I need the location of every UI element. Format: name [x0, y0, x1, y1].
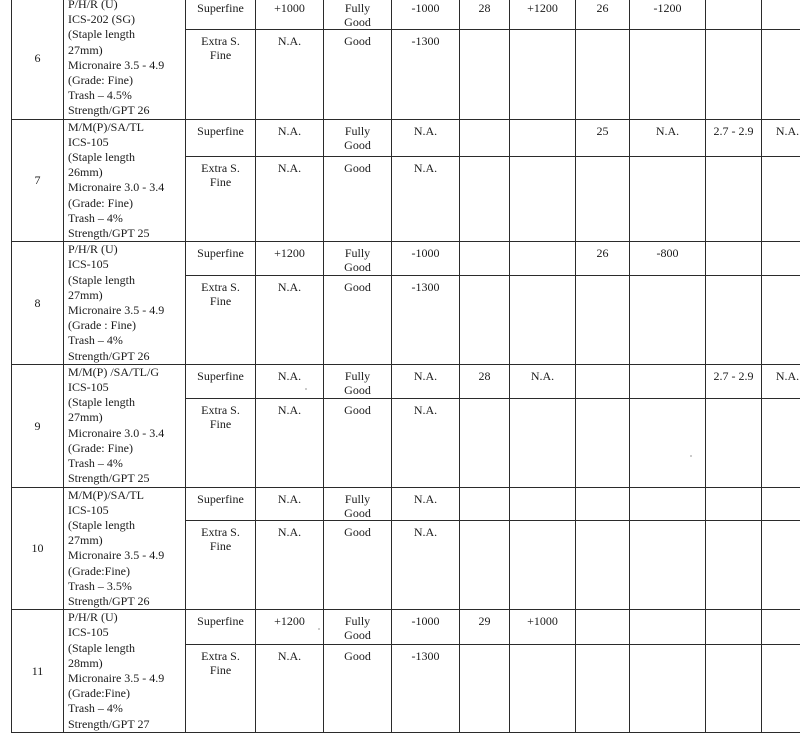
cell-line: M/M(P)/SA/TL: [68, 120, 185, 135]
cell-line: (Grade: Fine): [68, 73, 185, 88]
cell-line: 27mm): [68, 410, 185, 425]
cell-line: Fine: [186, 539, 255, 553]
empty-cell: [630, 276, 706, 365]
cell-c5: +1200: [510, 0, 576, 30]
cell-c7: -1200: [630, 0, 706, 30]
variety-description: [64, 0, 186, 119]
cell-line: Good: [324, 506, 391, 520]
cell-line: P/H/R (U): [68, 0, 185, 12]
cell-grade: Superfine: [186, 364, 256, 398]
cell-c7: -800: [630, 242, 706, 276]
variety-description: [64, 242, 186, 365]
empty-cell: [576, 521, 630, 610]
empty-cell: [460, 30, 510, 119]
cell-c8: [706, 487, 762, 521]
cell-line: Fully: [324, 124, 391, 138]
cell-line: (Staple length: [68, 150, 185, 165]
empty-cell: [762, 276, 800, 365]
cell-c4: [460, 487, 510, 521]
empty-cell: [762, 644, 800, 732]
cell-line: Strength/GPT 25: [68, 226, 185, 241]
cell-line: Micronaire 3.0 - 3.4: [68, 426, 185, 441]
empty-cell: [706, 398, 762, 487]
cell-line: Good: [324, 383, 391, 397]
table-row: [12, 610, 800, 645]
cell-line: M/M(P) /SA/TL/G: [68, 365, 185, 380]
cell-line: 27mm): [68, 533, 185, 548]
empty-cell: [630, 644, 706, 732]
empty-cell: [762, 30, 800, 119]
cell-c5: N.A.: [510, 364, 576, 398]
cell-grade: [186, 157, 256, 242]
cell-c8: 2.7 - 2.9: [706, 364, 762, 398]
empty-cell: [576, 30, 630, 119]
variety-description: [64, 364, 186, 487]
cell-line: Trash – 4%: [68, 701, 185, 716]
cell-grade: Superfine: [186, 487, 256, 521]
cell-line: 28mm): [68, 656, 185, 671]
cell-grade: [186, 521, 256, 610]
cell-c8: [706, 242, 762, 276]
scan-speck: [305, 388, 307, 390]
cell-line: Strength/GPT 26: [68, 103, 185, 118]
cell-line: Strength/GPT 27: [68, 717, 185, 732]
cell-line: Trash – 3.5%: [68, 579, 185, 594]
cell-c2: [324, 0, 392, 30]
cell-c9: N.A.: [762, 364, 800, 398]
cell-c3: N.A.: [392, 398, 460, 487]
cell-c9: [762, 242, 800, 276]
variety-description: [64, 610, 186, 733]
cell-c2: [324, 119, 392, 156]
empty-cell: [576, 157, 630, 242]
scan-speck: [690, 455, 692, 457]
empty-cell: [630, 521, 706, 610]
empty-cell: [706, 30, 762, 119]
empty-cell: [630, 30, 706, 119]
empty-cell: [510, 398, 576, 487]
cell-line: Extra S.: [186, 649, 255, 663]
cell-line: Micronaire 3.5 - 4.9: [68, 671, 185, 686]
cotton-grade-table: [11, 0, 800, 733]
cell-c7: [630, 487, 706, 521]
cell-line: Fine: [186, 294, 255, 308]
cell-c1: N.A.: [256, 364, 324, 398]
cell-line: 27mm): [68, 43, 185, 58]
empty-cell: [762, 157, 800, 242]
cell-line: ICS-105: [68, 257, 185, 272]
cell-c6: 26: [576, 0, 630, 30]
cell-c2: Good: [324, 30, 392, 119]
cell-c6: 26: [576, 242, 630, 276]
cell-line: (Staple length: [68, 27, 185, 42]
cell-c2: [324, 242, 392, 276]
cell-c7: [630, 610, 706, 645]
cell-line: 26mm): [68, 165, 185, 180]
serial-number: 10: [12, 487, 64, 610]
cell-c3: N.A.: [392, 364, 460, 398]
cell-line: ICS-105: [68, 503, 185, 518]
cell-c8: [706, 0, 762, 30]
cell-c7: N.A.: [630, 119, 706, 156]
cell-c4: 29: [460, 610, 510, 645]
empty-cell: [460, 398, 510, 487]
cell-c6: [576, 610, 630, 645]
serial-number: 7: [12, 119, 64, 242]
cell-c7: [630, 364, 706, 398]
cell-grade: [186, 276, 256, 365]
cell-line: ICS-202 (SG): [68, 12, 185, 27]
empty-cell: [510, 521, 576, 610]
cell-line: (Staple length: [68, 641, 185, 656]
cell-c4: 28: [460, 0, 510, 30]
cell-c3: -1000: [392, 0, 460, 30]
cell-line: Good: [324, 628, 391, 642]
cell-c1: N.A.: [256, 30, 324, 119]
cell-line: Trash – 4%: [68, 211, 185, 226]
cell-line: Extra S.: [186, 525, 255, 539]
cell-c3: -1300: [392, 644, 460, 732]
empty-cell: [510, 276, 576, 365]
cell-c2: [324, 610, 392, 645]
cell-c5: [510, 487, 576, 521]
cell-c3: -1000: [392, 242, 460, 276]
cell-line: Extra S.: [186, 34, 255, 48]
table-row: [12, 119, 800, 156]
empty-cell: [706, 276, 762, 365]
cell-c3: N.A.: [392, 157, 460, 242]
cell-line: Fine: [186, 417, 255, 431]
table-row: [12, 364, 800, 398]
cell-grade: Superfine: [186, 0, 256, 30]
cell-line: Micronaire 3.0 - 3.4: [68, 180, 185, 195]
cell-c1: N.A.: [256, 157, 324, 242]
cell-c5: [510, 119, 576, 156]
cell-c8: 2.7 - 2.9: [706, 119, 762, 156]
cell-line: Trash – 4.5%: [68, 88, 185, 103]
scan-speck: [318, 628, 320, 630]
cell-c6: 25: [576, 119, 630, 156]
cell-line: Fully: [324, 492, 391, 506]
cell-c2: Good: [324, 398, 392, 487]
cell-line: (Grade:Fine): [68, 686, 185, 701]
cell-c2: Good: [324, 644, 392, 732]
cell-c3: -1000: [392, 610, 460, 645]
cell-line: (Grade:Fine): [68, 564, 185, 579]
cell-line: 27mm): [68, 288, 185, 303]
variety-description: [64, 487, 186, 610]
empty-cell: [460, 276, 510, 365]
empty-cell: [630, 398, 706, 487]
cell-grade: Superfine: [186, 610, 256, 645]
cell-grade: [186, 398, 256, 487]
cell-line: ICS-105: [68, 135, 185, 150]
cell-line: Extra S.: [186, 280, 255, 294]
empty-cell: [576, 398, 630, 487]
cell-line: Fully: [324, 246, 391, 260]
cell-line: Micronaire 3.5 - 4.9: [68, 548, 185, 563]
cell-line: (Grade : Fine): [68, 318, 185, 333]
cell-line: Fully: [324, 369, 391, 383]
table-row: [12, 487, 800, 521]
cell-line: (Grade: Fine): [68, 441, 185, 456]
empty-cell: [460, 157, 510, 242]
cell-grade: [186, 644, 256, 732]
cell-c4: [460, 242, 510, 276]
cell-line: Micronaire 3.5 - 4.9: [68, 303, 185, 318]
cell-c1: N.A.: [256, 398, 324, 487]
cell-c1: +1000: [256, 0, 324, 30]
empty-cell: [762, 398, 800, 487]
cell-line: Fine: [186, 175, 255, 189]
cell-line: Strength/GPT 26: [68, 349, 185, 364]
empty-cell: [510, 30, 576, 119]
cell-c1: N.A.: [256, 487, 324, 521]
empty-cell: [576, 276, 630, 365]
cell-grade: Superfine: [186, 119, 256, 156]
cell-c4: [460, 119, 510, 156]
cell-line: (Grade: Fine): [68, 196, 185, 211]
cell-c2: Good: [324, 157, 392, 242]
serial-number: 11: [12, 610, 64, 733]
empty-cell: [762, 521, 800, 610]
cell-c9: [762, 0, 800, 30]
empty-cell: [510, 644, 576, 732]
cell-c9: N.A.: [762, 119, 800, 156]
empty-cell: [706, 521, 762, 610]
cell-c3: N.A.: [392, 521, 460, 610]
cell-c6: [576, 487, 630, 521]
cell-c1: N.A.: [256, 276, 324, 365]
cell-line: Micronaire 3.5 - 4.9: [68, 58, 185, 73]
table-row: [12, 0, 800, 30]
cell-c1: +1200: [256, 242, 324, 276]
cell-line: Good: [324, 260, 391, 274]
empty-cell: [510, 157, 576, 242]
table-row: [12, 242, 800, 276]
cell-line: M/M(P)/SA/TL: [68, 488, 185, 503]
cell-c5: [510, 242, 576, 276]
cell-c2: [324, 364, 392, 398]
cell-c2: Good: [324, 276, 392, 365]
serial-number: 9: [12, 364, 64, 487]
empty-cell: [460, 521, 510, 610]
cell-line: Fully: [324, 614, 391, 628]
cell-c3: N.A.: [392, 487, 460, 521]
empty-cell: [630, 157, 706, 242]
cell-line: ICS-105: [68, 625, 185, 640]
cell-line: Trash – 4%: [68, 333, 185, 348]
table-body: [12, 0, 800, 732]
cell-line: Fine: [186, 663, 255, 677]
cell-line: Good: [324, 138, 391, 152]
cell-c2: [324, 487, 392, 521]
cell-grade: [186, 30, 256, 119]
cell-c2: Good: [324, 521, 392, 610]
cell-grade: Superfine: [186, 242, 256, 276]
serial-number: 6: [12, 0, 64, 119]
cell-c9: [762, 487, 800, 521]
cell-c4: 28: [460, 364, 510, 398]
cell-c1: +1200: [256, 610, 324, 645]
empty-cell: [460, 644, 510, 732]
cell-c1: N.A.: [256, 119, 324, 156]
cell-c1: N.A.: [256, 521, 324, 610]
cell-c3: -1300: [392, 276, 460, 365]
cell-c1: N.A.: [256, 644, 324, 732]
cell-line: P/H/R (U): [68, 242, 185, 257]
cell-c6: [576, 364, 630, 398]
empty-cell: [706, 157, 762, 242]
empty-cell: [576, 644, 630, 732]
empty-cell: [706, 644, 762, 732]
cell-line: Trash – 4%: [68, 456, 185, 471]
cell-line: (Staple length: [68, 518, 185, 533]
cell-line: Strength/GPT 25: [68, 471, 185, 486]
cell-c8: [706, 610, 762, 645]
cell-c5: +1000: [510, 610, 576, 645]
cell-line: Good: [324, 15, 391, 29]
cell-line: Strength/GPT 26: [68, 594, 185, 609]
cell-line: Extra S.: [186, 403, 255, 417]
cell-line: Extra S.: [186, 161, 255, 175]
variety-description: [64, 119, 186, 242]
cell-c3: -1300: [392, 30, 460, 119]
cell-line: P/H/R (U): [68, 610, 185, 625]
serial-number: 8: [12, 242, 64, 365]
cell-c3: N.A.: [392, 119, 460, 156]
cell-line: (Staple length: [68, 395, 185, 410]
cell-c9: [762, 610, 800, 645]
cell-line: Fine: [186, 48, 255, 62]
cell-line: ICS-105: [68, 380, 185, 395]
cell-line: Fully: [324, 1, 391, 15]
cell-line: (Staple length: [68, 273, 185, 288]
